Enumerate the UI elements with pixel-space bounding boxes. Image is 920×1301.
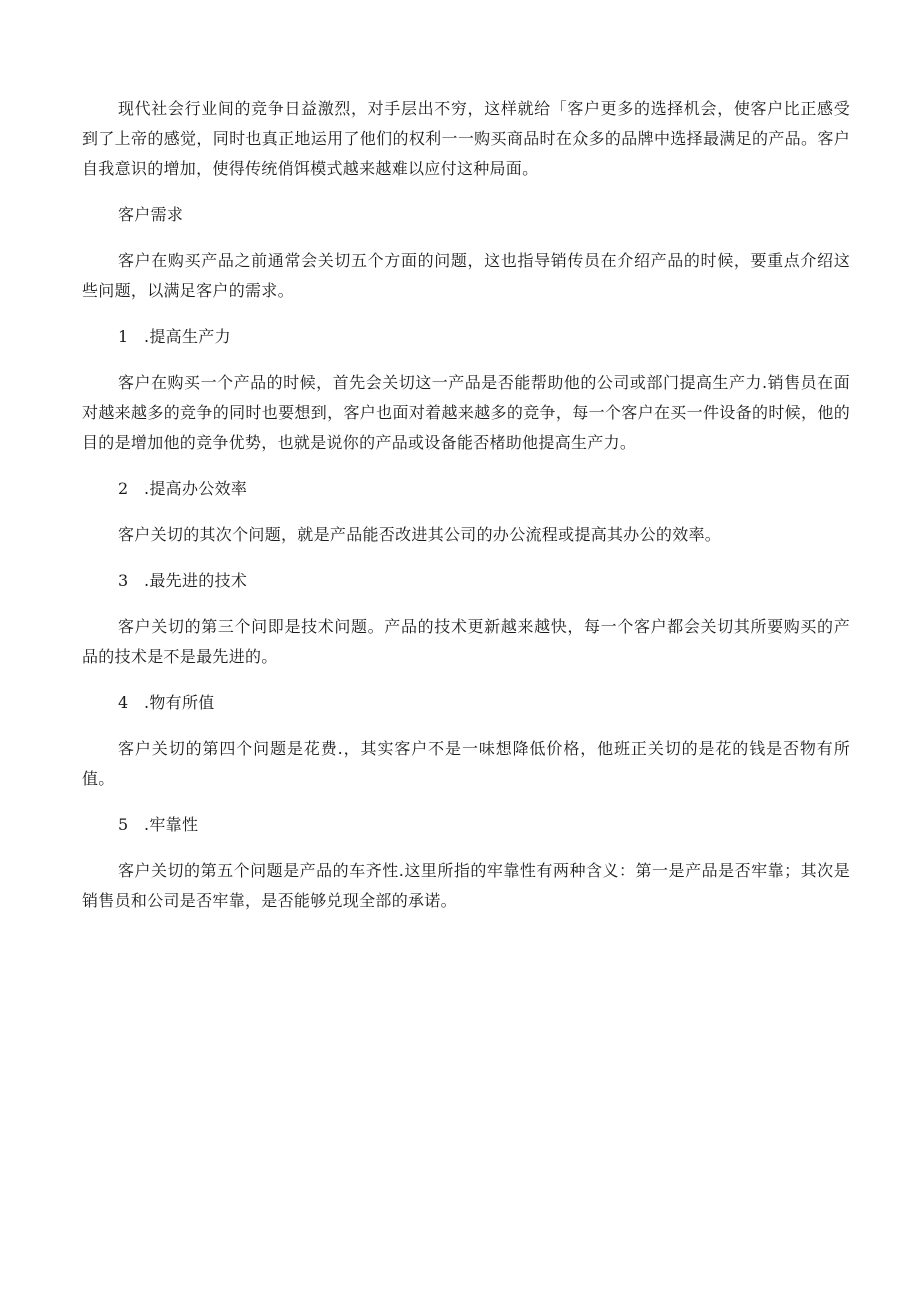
item-body-1: 客户在购买一个产品的时候，首先会关切这一产品是否能帮助他的公司或部门提高生产力.销售员在面对越来越多的竞争的同时也要想到，客户也面对着越来越多的竞争，每一个客户在买一件设备的时候，他的目的是增加他的竞争优势，也就是说你的产品或设备能否楮助他提高生产力。 (82, 373, 850, 452)
item-body-5: 客户关切的第五个问题是产品的车齐性.这里所指的牢靠性有两种含义：第一是产品是否牢靠；其次是销售员和公司是否牢靠，是否能够兑现全部的承诺。 (82, 861, 850, 910)
item-number: 2 (118, 479, 129, 498)
item-heading-4 (82, 688, 850, 718)
item-heading-5 (82, 810, 850, 840)
section-title: 客户需求 (118, 205, 184, 224)
item-title: .最先进的技术 (144, 571, 248, 590)
item-title: .提高生产力 (144, 327, 231, 346)
item-number: 3 (118, 571, 129, 590)
item-number: 5 (118, 815, 129, 834)
item-number: 1 (118, 327, 129, 346)
item-body-3: 客户关切的第三个问即是技术问题。产品的技术更新越来越快，每一个客户都会关切其所要购买的产品的技术是不是最先进的。 (82, 617, 850, 666)
item-heading-3 (82, 566, 850, 596)
item-body-4: 客户关切的第四个问题是花费.，其实客户不是一味想降低价格，他班正关切的是花的钱是否物有所值。 (82, 739, 850, 788)
item-body-2: 客户关切的其次个问题，就是产品能否改进其公司的办公流程或提高其办公的效率。 (118, 525, 722, 544)
intro-paragraph: 现代社会行业间的竞争日益激烈，对手层出不穷，这样就给「客户更多的选择机会，使客户比正感受到了上帝的感觉，同时也真正地运用了他们的权利一一购买商品时在众多的品牌中选择最满足的产品。客户自我意识的增加，使得传统俏饵模式越来越难以应付这种局面。 (82, 99, 850, 178)
item-title: .牢靠性 (144, 815, 199, 834)
item-title: .提高办公效率 (144, 479, 248, 498)
item-title: .物有所值 (144, 693, 215, 712)
item-number: 4 (118, 693, 129, 712)
item-heading-2 (82, 474, 850, 504)
item-heading-1 (82, 322, 850, 352)
section-intro-paragraph: 客户在购买产品之前通常会关切五个方面的问题，这也指导销传员在介绍产品的时候，要重点介绍这些问题，以满足客户的需求。 (82, 251, 850, 300)
document-page (82, 94, 850, 916)
